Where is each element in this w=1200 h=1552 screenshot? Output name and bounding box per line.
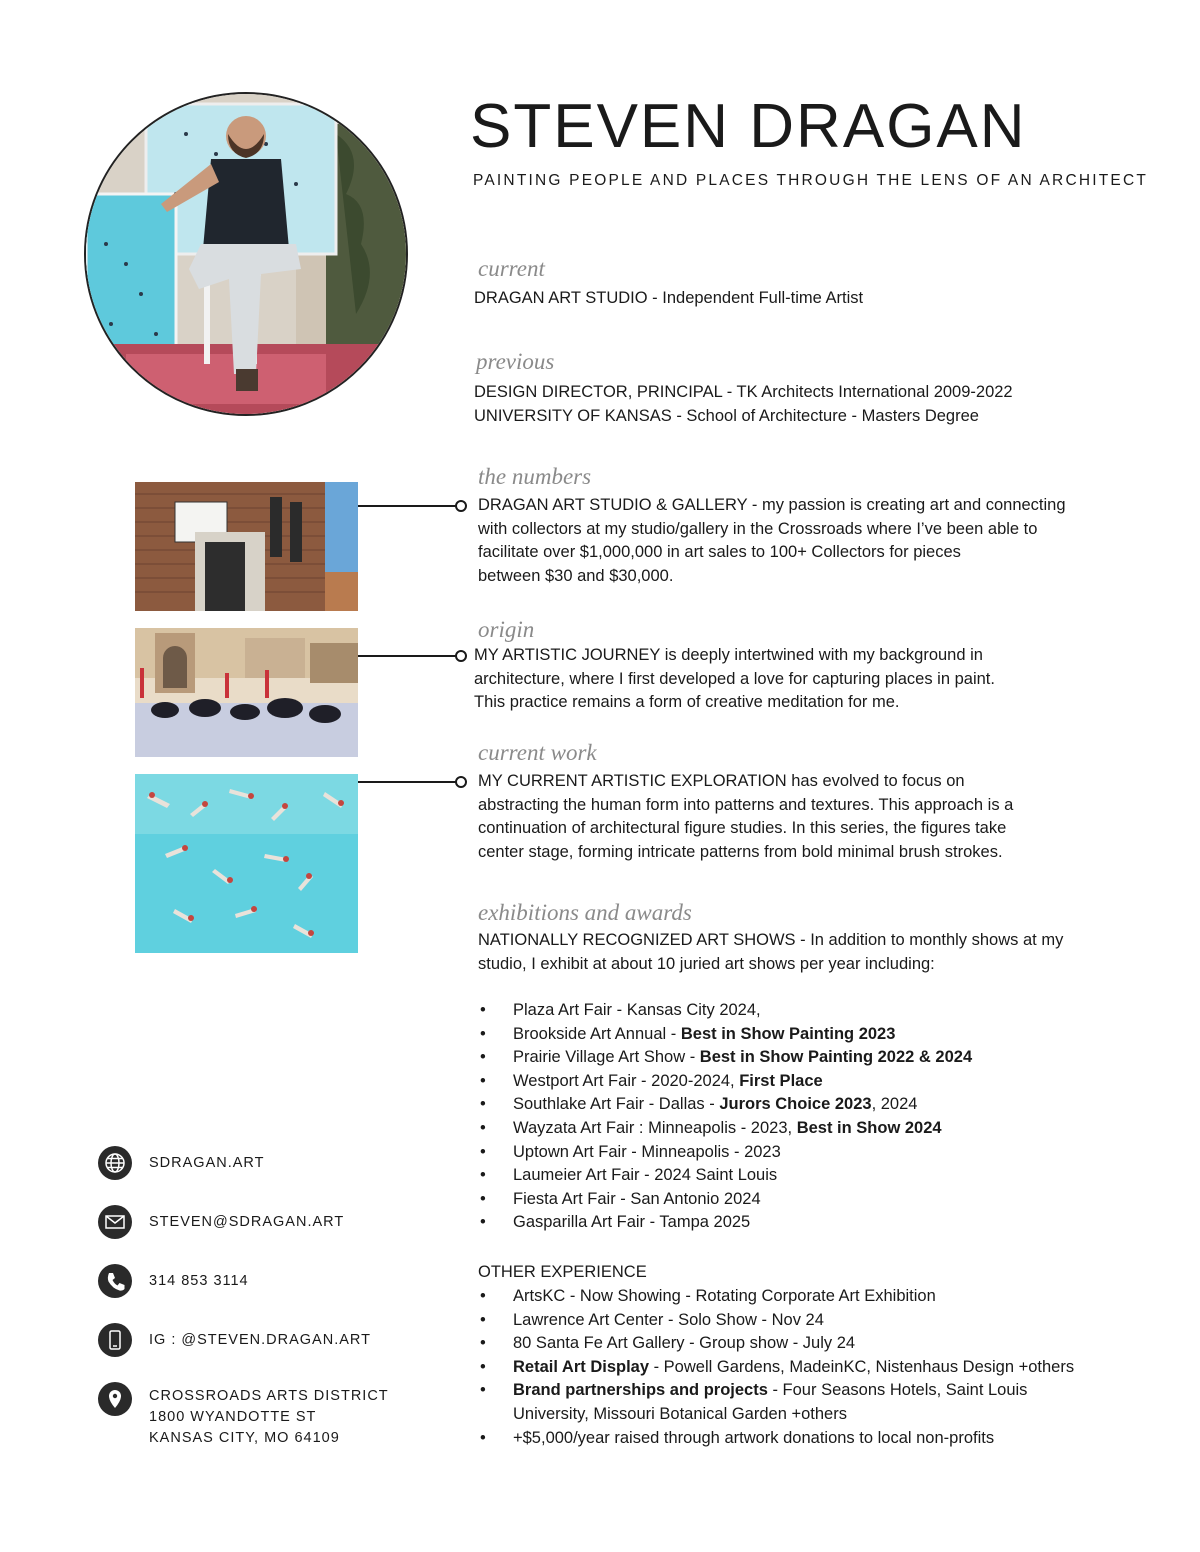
website-link[interactable]: SDRAGAN.ART — [149, 1155, 265, 1171]
origin-text — [474, 644, 995, 715]
exhibitions-intro-line: studio, I exhibit at about 10 juried art shows per year including: — [478, 954, 935, 973]
list-item: • Plaza Art Fair - Kansas City 2024, — [478, 999, 1178, 1023]
address-line: KANSAS CITY, MO 64109 — [149, 1430, 340, 1446]
current-work-line: MY CURRENT ARTISTIC EXPLORATION has evolved to focus on — [478, 772, 965, 790]
exhibitions-intro-line: NATIONALLY RECOGNIZED ART SHOWS - In addition to monthly shows at my — [478, 931, 1064, 949]
address — [149, 1386, 389, 1449]
numbers-line: with collectors at my studio/gallery in the Crossroads where I’ve been able to — [478, 519, 1038, 538]
list-item: • Southlake Art Fair - Dallas - Jurors Choice 2023, 2024 — [478, 1093, 1178, 1117]
list-item: • Retail Art Display - Powell Gardens, MadeinKC, Nistenhaus Design +others — [478, 1356, 1178, 1380]
watercolor-city-painting-image — [135, 628, 358, 757]
list-item: • Prairie Village Art Show - Best in Show Painting 2022 & 2024 — [478, 1046, 1178, 1070]
other-experience-list — [478, 1285, 1178, 1450]
numbers-line: DRAGAN ART STUDIO & GALLERY - my passion is creating art and connecting — [478, 496, 1066, 514]
connector-line — [358, 655, 456, 657]
tagline: PAINTING PEOPLE AND PLACES THROUGH THE LENS OF AN ARCHITECT — [473, 172, 1149, 189]
mobile-icon — [98, 1323, 132, 1357]
previous-item: DESIGN DIRECTOR, PRINCIPAL - TK Architects International 2009-2022 — [474, 383, 1013, 401]
exhibitions-intro — [478, 929, 1063, 976]
section-heading-exhibitions: exhibitions and awards — [478, 900, 692, 925]
section-heading-current: current — [478, 256, 545, 281]
connector-dot — [455, 776, 467, 788]
list-item: • +$5,000/year raised through artwork donations to local non-profits — [478, 1427, 1178, 1451]
section-heading-origin: origin — [478, 617, 535, 642]
list-item: • Westport Art Fair - 2020-2024, First Place — [478, 1070, 1178, 1094]
origin-line: MY ARTISTIC JOURNEY is deeply intertwined with my background in — [474, 646, 983, 664]
list-item: • Uptown Art Fair - Minneapolis - 2023 — [478, 1141, 1178, 1165]
previous-list — [474, 381, 1013, 428]
list-item: • Laumeier Art Fair - 2024 Saint Louis — [478, 1164, 1178, 1188]
swimmers-painting-image — [135, 774, 358, 953]
instagram-handle[interactable]: IG : @STEVEN.DRAGAN.ART — [149, 1332, 371, 1348]
numbers-line: between $30 and $30,000. — [478, 566, 674, 585]
current-work-line: center stage, forming intricate patterns from bold minimal brush strokes. — [478, 842, 1003, 861]
current-work-text — [478, 770, 1013, 864]
list-item: • Wayzata Art Fair : Minneapolis - 2023, Best in Show 2024 — [478, 1117, 1178, 1141]
shows-list — [478, 999, 1178, 1235]
artist-portrait — [84, 92, 408, 416]
email-link[interactable]: STEVEN@SDRAGAN.ART — [149, 1214, 345, 1230]
address-line: 1800 WYANDOTTE ST — [149, 1409, 317, 1425]
previous-item: UNIVERSITY OF KANSAS - School of Architecture - Masters Degree — [474, 406, 979, 425]
list-item: • Lawrence Art Center - Solo Show - Nov 24 — [478, 1309, 1178, 1333]
list-item: • Brand partnerships and projects - Four Seasons Hotels, Saint Louis University, Missouri Botanical Garden +others — [478, 1379, 1178, 1426]
list-item: • 80 Santa Fe Art Gallery - Group show - July 24 — [478, 1332, 1178, 1356]
origin-line: This practice remains a form of creative meditation for me. — [474, 693, 900, 712]
envelope-icon — [98, 1205, 132, 1239]
section-heading-previous: previous — [476, 349, 555, 374]
list-item: • Brookside Art Annual - Best in Show Painting 2023 — [478, 1023, 1178, 1047]
list-item: • Gasparilla Art Fair - Tampa 2025 — [478, 1211, 1178, 1235]
current-position: DRAGAN ART STUDIO - Independent Full-time Artist — [474, 289, 864, 307]
origin-line: architecture, where I first developed a love for capturing places in paint. — [474, 669, 995, 688]
numbers-text — [478, 494, 1066, 588]
connector-dot — [455, 500, 467, 512]
connector-line — [358, 781, 456, 783]
address-line: CROSSROADS ARTS DISTRICT — [149, 1388, 389, 1404]
current-work-line: abstracting the human form into patterns and textures. This approach is a — [478, 795, 1014, 814]
location-pin-icon — [98, 1382, 132, 1416]
list-item: • Fiesta Art Fair - San Antonio 2024 — [478, 1188, 1178, 1212]
section-heading-current-work: current work — [478, 740, 597, 765]
gallery-storefront-image — [135, 482, 358, 611]
globe-icon — [98, 1146, 132, 1180]
section-heading-numbers: the numbers — [478, 464, 592, 489]
connector-dot — [455, 650, 467, 662]
numbers-line: facilitate over $1,000,000 in art sales to 100+ Collectors for pieces — [478, 543, 961, 562]
current-work-line: continuation of architectural figure studies. In this series, the figures take — [478, 819, 1007, 838]
phone-number[interactable]: 314 853 3114 — [149, 1273, 249, 1289]
artist-name: STEVEN DRAGAN — [470, 92, 1027, 161]
other-experience-heading: OTHER EXPERIENCE — [478, 1263, 647, 1281]
list-item: • ArtsKC - Now Showing - Rotating Corporate Art Exhibition — [478, 1285, 1178, 1309]
connector-line — [358, 505, 456, 507]
phone-icon — [98, 1264, 132, 1298]
